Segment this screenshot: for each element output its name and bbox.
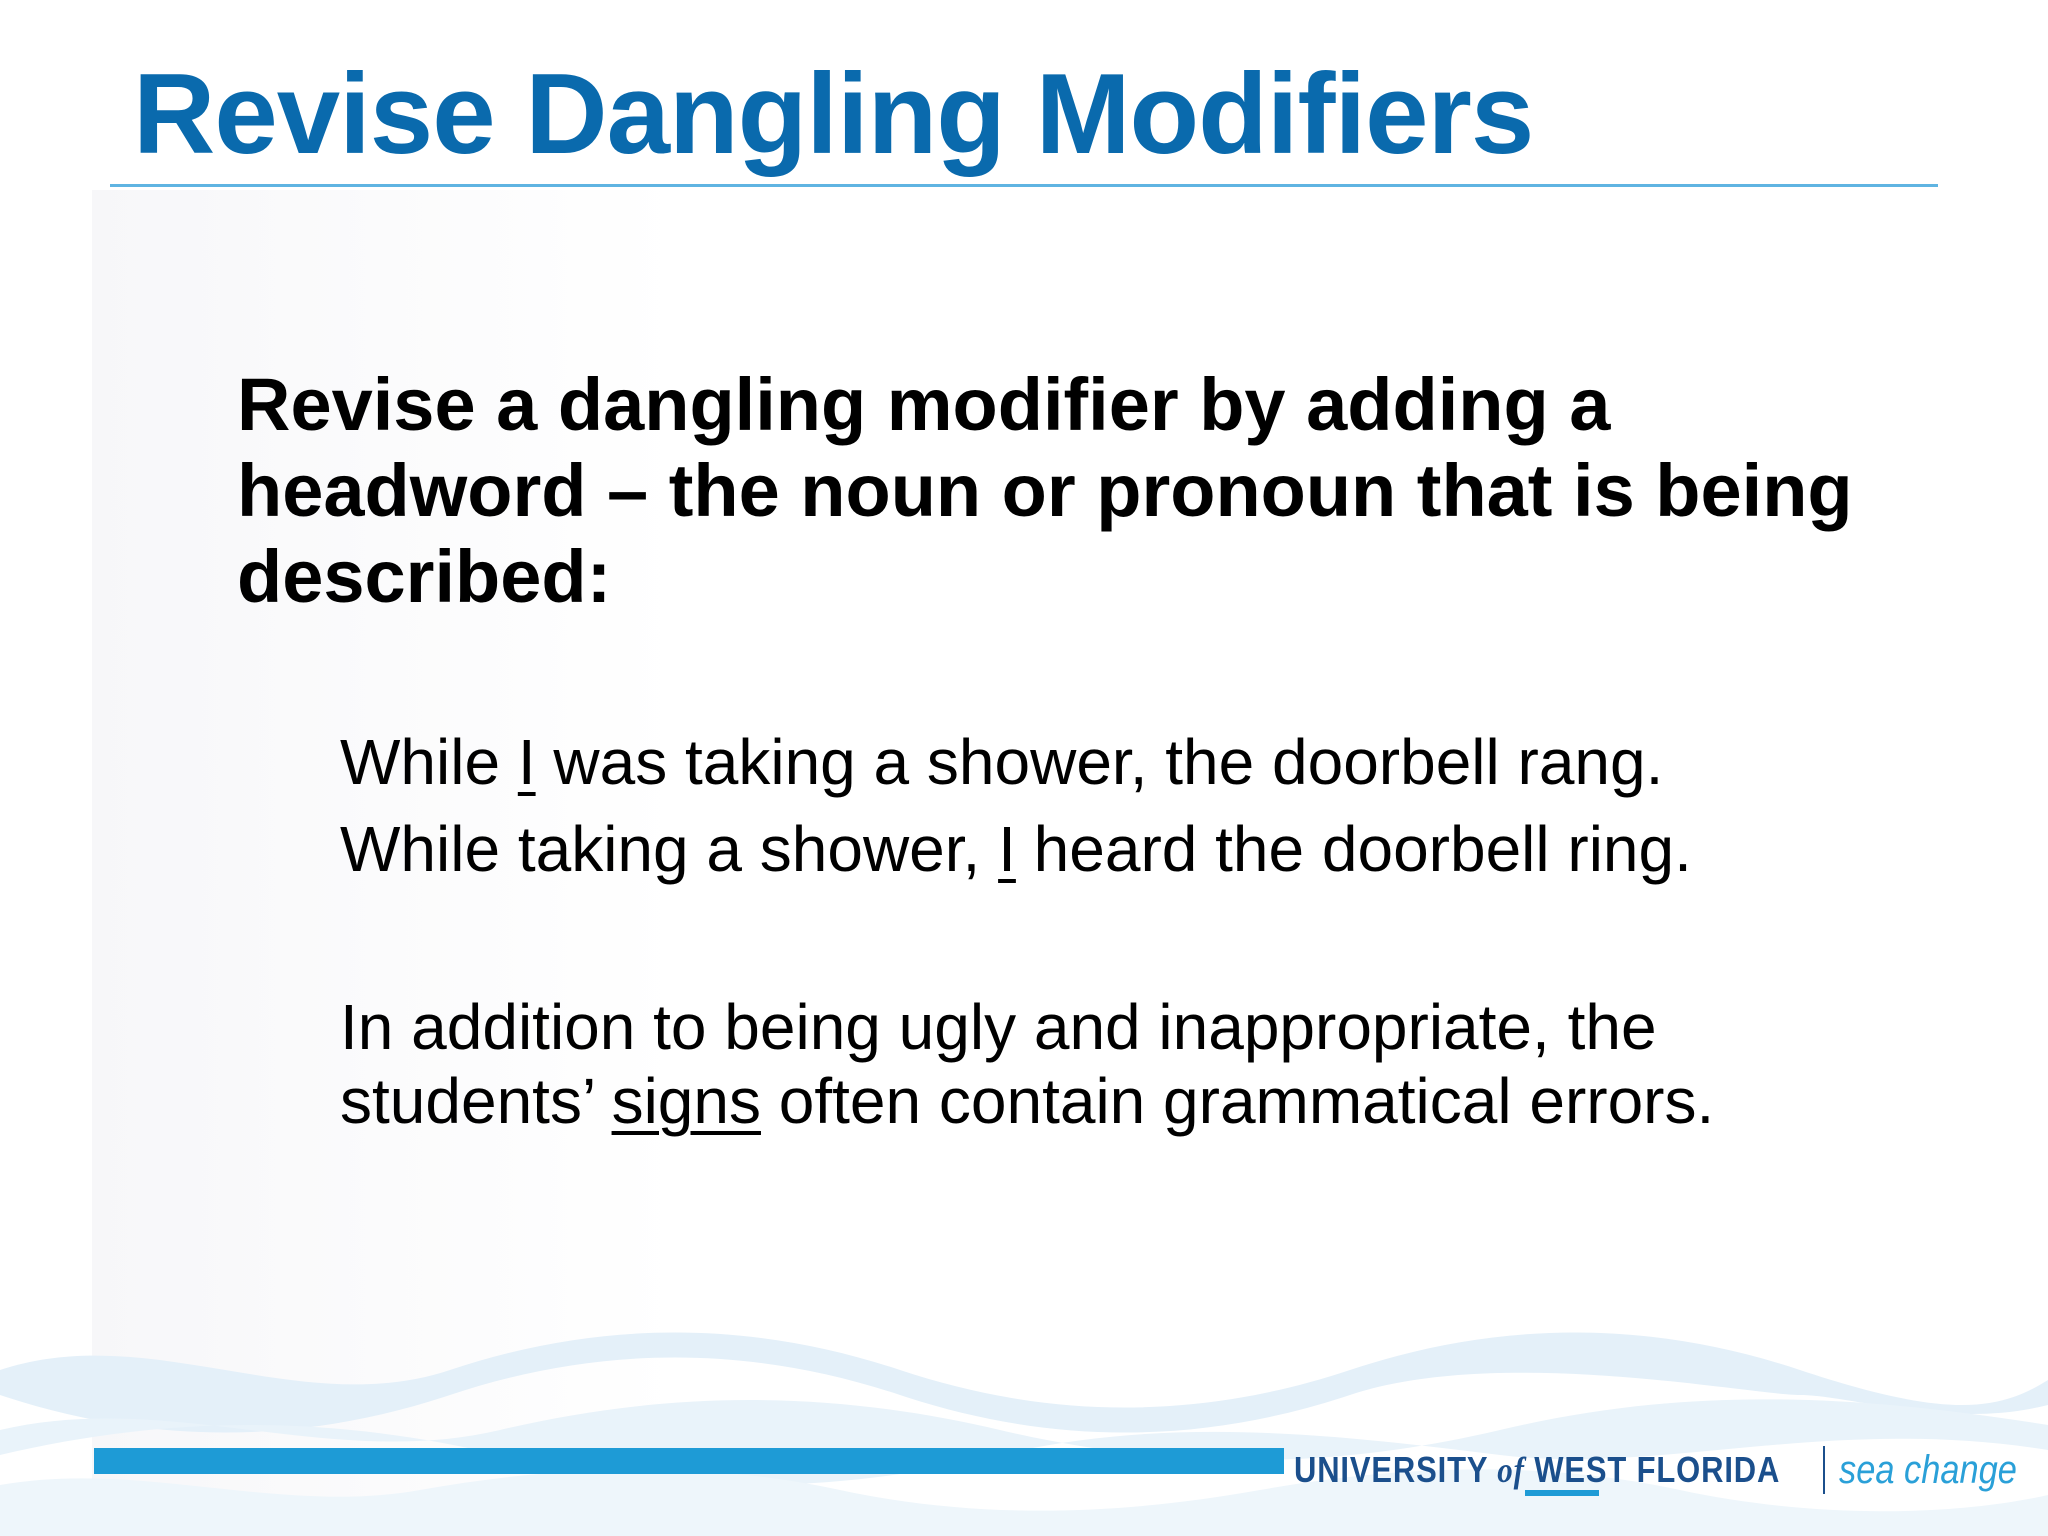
example-1-before: While (340, 726, 518, 798)
decorative-waves (0, 1300, 2048, 1536)
example-2-before: While taking a shower, (340, 813, 999, 885)
footer-bar (94, 1448, 1284, 1474)
example-3-headword: signs (611, 1065, 761, 1137)
slide-title: Revise Dangling Modifiers (133, 51, 1534, 178)
example-1-headword: I (517, 726, 536, 798)
university-logo (1294, 1440, 2046, 1500)
example-sentence-3 (340, 990, 1900, 1138)
example-1-after: was taking a shower, the doorbell rang. (535, 726, 1664, 798)
example-sentence-1 (340, 725, 1663, 799)
lead-statement: Revise a dangling modifier by adding a headword – the noun or pronoun that is being described: (237, 363, 1853, 618)
wordmark-of: of (1497, 1450, 1525, 1490)
title-divider (110, 184, 1938, 187)
wordmark-university: UNIVERSITY (1294, 1449, 1498, 1490)
example-3-after: often contain grammatical errors. (760, 1065, 1715, 1137)
tagline: sea change (1839, 1447, 2018, 1492)
example-sentence-2 (340, 812, 1692, 886)
example-3-before: In addition to being ugly and inappropriate, the students’ (340, 991, 1657, 1137)
logo-accent-underline (1525, 1490, 1599, 1496)
example-2-headword: I (998, 813, 1016, 885)
logo-separator (1823, 1446, 1825, 1494)
example-2-after: heard the doorbell ring. (1015, 813, 1692, 885)
university-wordmark (1294, 1449, 1780, 1491)
wordmark-west-florida: WEST FLORIDA (1524, 1449, 1781, 1490)
